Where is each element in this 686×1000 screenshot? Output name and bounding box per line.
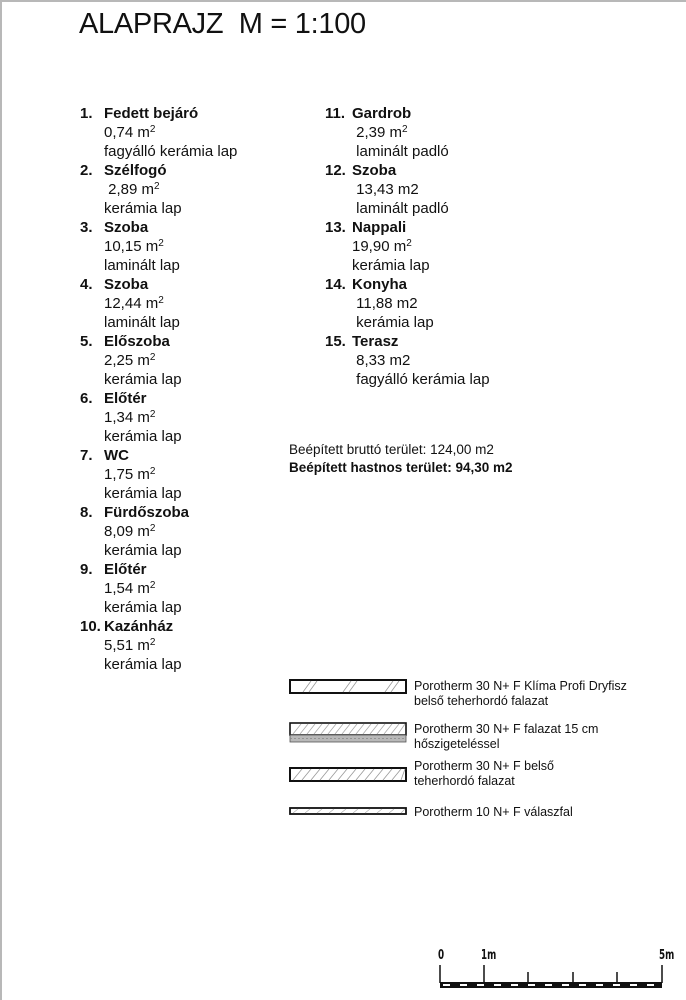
room-area-value: 10,15 m	[104, 238, 159, 255]
legend-text-1: Porotherm 30 N+ F falazat 15 cm	[414, 722, 599, 736]
room-area-value: 19,90 m	[352, 238, 407, 255]
scale-label-1m: 1m	[481, 948, 497, 963]
room-floor-material: kerámia lap	[104, 599, 182, 616]
room-area-value: 2,25 m	[104, 352, 150, 369]
room-area-exponent: 2	[158, 238, 164, 249]
room-name: Előtér	[104, 561, 147, 578]
room-heading	[80, 218, 237, 237]
room-name: Kazánház	[104, 618, 174, 635]
room-number: 4.	[80, 276, 93, 293]
room-entry	[80, 275, 237, 332]
room-name: Szoba	[352, 162, 397, 179]
room-entry	[80, 218, 237, 275]
room-area	[80, 294, 237, 313]
room-area-value: 5,51 m	[104, 637, 150, 654]
room-area-exponent: 2	[149, 352, 156, 363]
scale-label-5m: 5m	[659, 948, 675, 963]
room-area	[80, 237, 237, 256]
room-area	[80, 636, 237, 655]
room-heading	[80, 104, 237, 123]
room-area-exponent: 2	[149, 124, 156, 135]
room-area	[80, 465, 237, 484]
room-number: 7.	[80, 447, 93, 464]
room-floor-material: fagyálló kerámia lap	[104, 143, 238, 160]
room-floor-material: kerámia lap	[352, 314, 434, 331]
page-title: ALAPRAJZ M = 1:100	[79, 8, 366, 40]
legend-text-2: belső teherhordó falazat	[414, 694, 549, 708]
room-number: 11.	[325, 105, 346, 122]
room-heading	[80, 275, 237, 294]
room-name: Szoba	[104, 219, 149, 236]
room-floor-material: laminált lap	[104, 257, 180, 274]
room-number: 12.	[325, 162, 346, 179]
net-area: Beépített hastnos terület: 94,30 m2	[289, 460, 513, 475]
room-area	[80, 408, 237, 427]
room-area	[325, 180, 490, 199]
wall-hatch-partition-icon	[289, 807, 409, 817]
room-name: Előtér	[104, 390, 147, 407]
room-entry	[80, 389, 237, 446]
room-name: Fedett bejáró	[104, 105, 199, 122]
room-floor-material: kerámia lap	[104, 542, 182, 559]
scale-bar	[436, 948, 676, 998]
page-border-left	[0, 0, 2, 1000]
room-floor-material: laminált lap	[104, 314, 180, 331]
scale-label-0: 0	[438, 948, 445, 963]
room-entry	[325, 104, 490, 161]
room-floor-material: kerámia lap	[104, 200, 182, 217]
room-area	[325, 237, 490, 256]
room-area	[80, 180, 237, 199]
room-entry	[325, 161, 490, 218]
room-area-value: 11,88 m2	[352, 295, 418, 312]
room-entry	[80, 446, 237, 503]
room-number: 6.	[80, 390, 93, 407]
room-area-value: 1,75 m	[104, 466, 150, 483]
room-area	[80, 351, 237, 370]
room-area-value: 2,89 m	[104, 181, 155, 198]
room-area-value: 8,33 m2	[352, 352, 411, 369]
room-area	[325, 123, 490, 142]
area-summary	[289, 441, 513, 477]
room-heading	[325, 161, 490, 180]
room-area-value: 8,09 m	[104, 523, 150, 540]
room-name: WC	[104, 447, 129, 464]
room-name: Terasz	[352, 333, 399, 350]
room-area-exponent: 2	[149, 580, 156, 591]
room-area-exponent: 2	[149, 637, 156, 648]
room-entry	[80, 503, 237, 560]
room-heading	[80, 332, 237, 351]
room-list-left	[80, 104, 237, 674]
room-entry	[325, 275, 490, 332]
legend-text-1: Porotherm 30 N+ F belső	[414, 759, 554, 773]
room-floor-material: kerámia lap	[352, 257, 430, 274]
room-name: Fürdőszoba	[104, 504, 189, 521]
room-name: Előszoba	[104, 333, 170, 350]
room-heading	[325, 218, 490, 237]
legend-text-1: Porotherm 30 N+ F Klíma Profi Dryfisz	[414, 679, 627, 693]
room-area-exponent: 2	[149, 523, 156, 534]
legend-text-2: teherhordó falazat	[414, 774, 515, 788]
room-area-value: 13,43 m2	[352, 181, 419, 198]
room-number: 5.	[80, 333, 93, 350]
room-list-right	[325, 104, 490, 389]
room-area	[80, 522, 237, 541]
wall-hatch-dense-icon	[289, 767, 409, 783]
room-floor-material: kerámia lap	[104, 371, 182, 388]
room-area-exponent: 2	[154, 181, 160, 192]
room-entry	[80, 104, 237, 161]
room-area	[80, 579, 237, 598]
room-heading	[325, 332, 490, 351]
room-area	[325, 351, 490, 370]
room-area-exponent: 2	[149, 466, 156, 477]
room-number: 15.	[325, 333, 346, 350]
room-area-exponent: 2	[149, 409, 156, 420]
wall-hatch-insulated-icon	[289, 722, 409, 744]
room-name: Szoba	[104, 276, 149, 293]
room-number: 9.	[80, 561, 93, 578]
room-floor-material: fagyálló kerámia lap	[352, 371, 490, 388]
room-area-value: 12,44 m	[104, 295, 159, 312]
room-name: Nappali	[352, 219, 407, 236]
room-heading	[80, 503, 237, 522]
room-area	[80, 123, 237, 142]
room-entry	[80, 617, 237, 674]
room-entry	[80, 332, 237, 389]
room-entry	[325, 332, 490, 389]
page-border-top	[0, 0, 686, 2]
room-number: 2.	[80, 162, 93, 179]
room-heading	[80, 389, 237, 408]
room-area-exponent: 2	[402, 124, 408, 135]
room-heading	[325, 275, 490, 294]
room-area-value: 2,39 m	[352, 124, 403, 141]
room-number: 14.	[325, 276, 346, 293]
room-heading	[80, 560, 237, 579]
room-area	[325, 294, 490, 313]
room-number: 1.	[80, 105, 93, 122]
room-floor-material: laminált padló	[352, 200, 449, 217]
wall-hatch-sparse-icon	[289, 679, 409, 695]
room-name: Szélfogó	[104, 162, 167, 179]
room-area-value: 0,74 m	[104, 124, 150, 141]
room-area-exponent: 2	[158, 295, 164, 306]
room-floor-material: kerámia lap	[104, 428, 182, 445]
room-floor-material: laminált padló	[352, 143, 449, 160]
room-entry	[325, 218, 490, 275]
legend-text-1: Porotherm 10 N+ F válaszfal	[414, 805, 573, 819]
room-name: Gardrob	[352, 105, 412, 122]
gross-area: Beépített bruttó terület: 124,00 m2	[289, 442, 494, 457]
room-floor-material: kerámia lap	[104, 485, 182, 502]
room-heading	[325, 104, 490, 123]
room-floor-material: kerámia lap	[104, 656, 182, 673]
legend-text-2: hőszigeteléssel	[414, 737, 500, 751]
room-number: 10.	[80, 618, 101, 635]
room-entry	[80, 560, 237, 617]
room-heading	[80, 446, 237, 465]
room-area-value: 1,34 m	[104, 409, 150, 426]
room-heading	[80, 161, 237, 180]
room-entry	[80, 161, 237, 218]
room-area-value: 1,54 m	[104, 580, 150, 597]
room-area-exponent: 2	[406, 238, 412, 249]
room-number: 8.	[80, 504, 93, 521]
room-number: 13.	[325, 219, 346, 236]
room-name: Konyha	[352, 276, 408, 293]
scale-ruler-icon	[436, 948, 676, 998]
room-number: 3.	[80, 219, 93, 236]
room-heading	[80, 617, 237, 636]
